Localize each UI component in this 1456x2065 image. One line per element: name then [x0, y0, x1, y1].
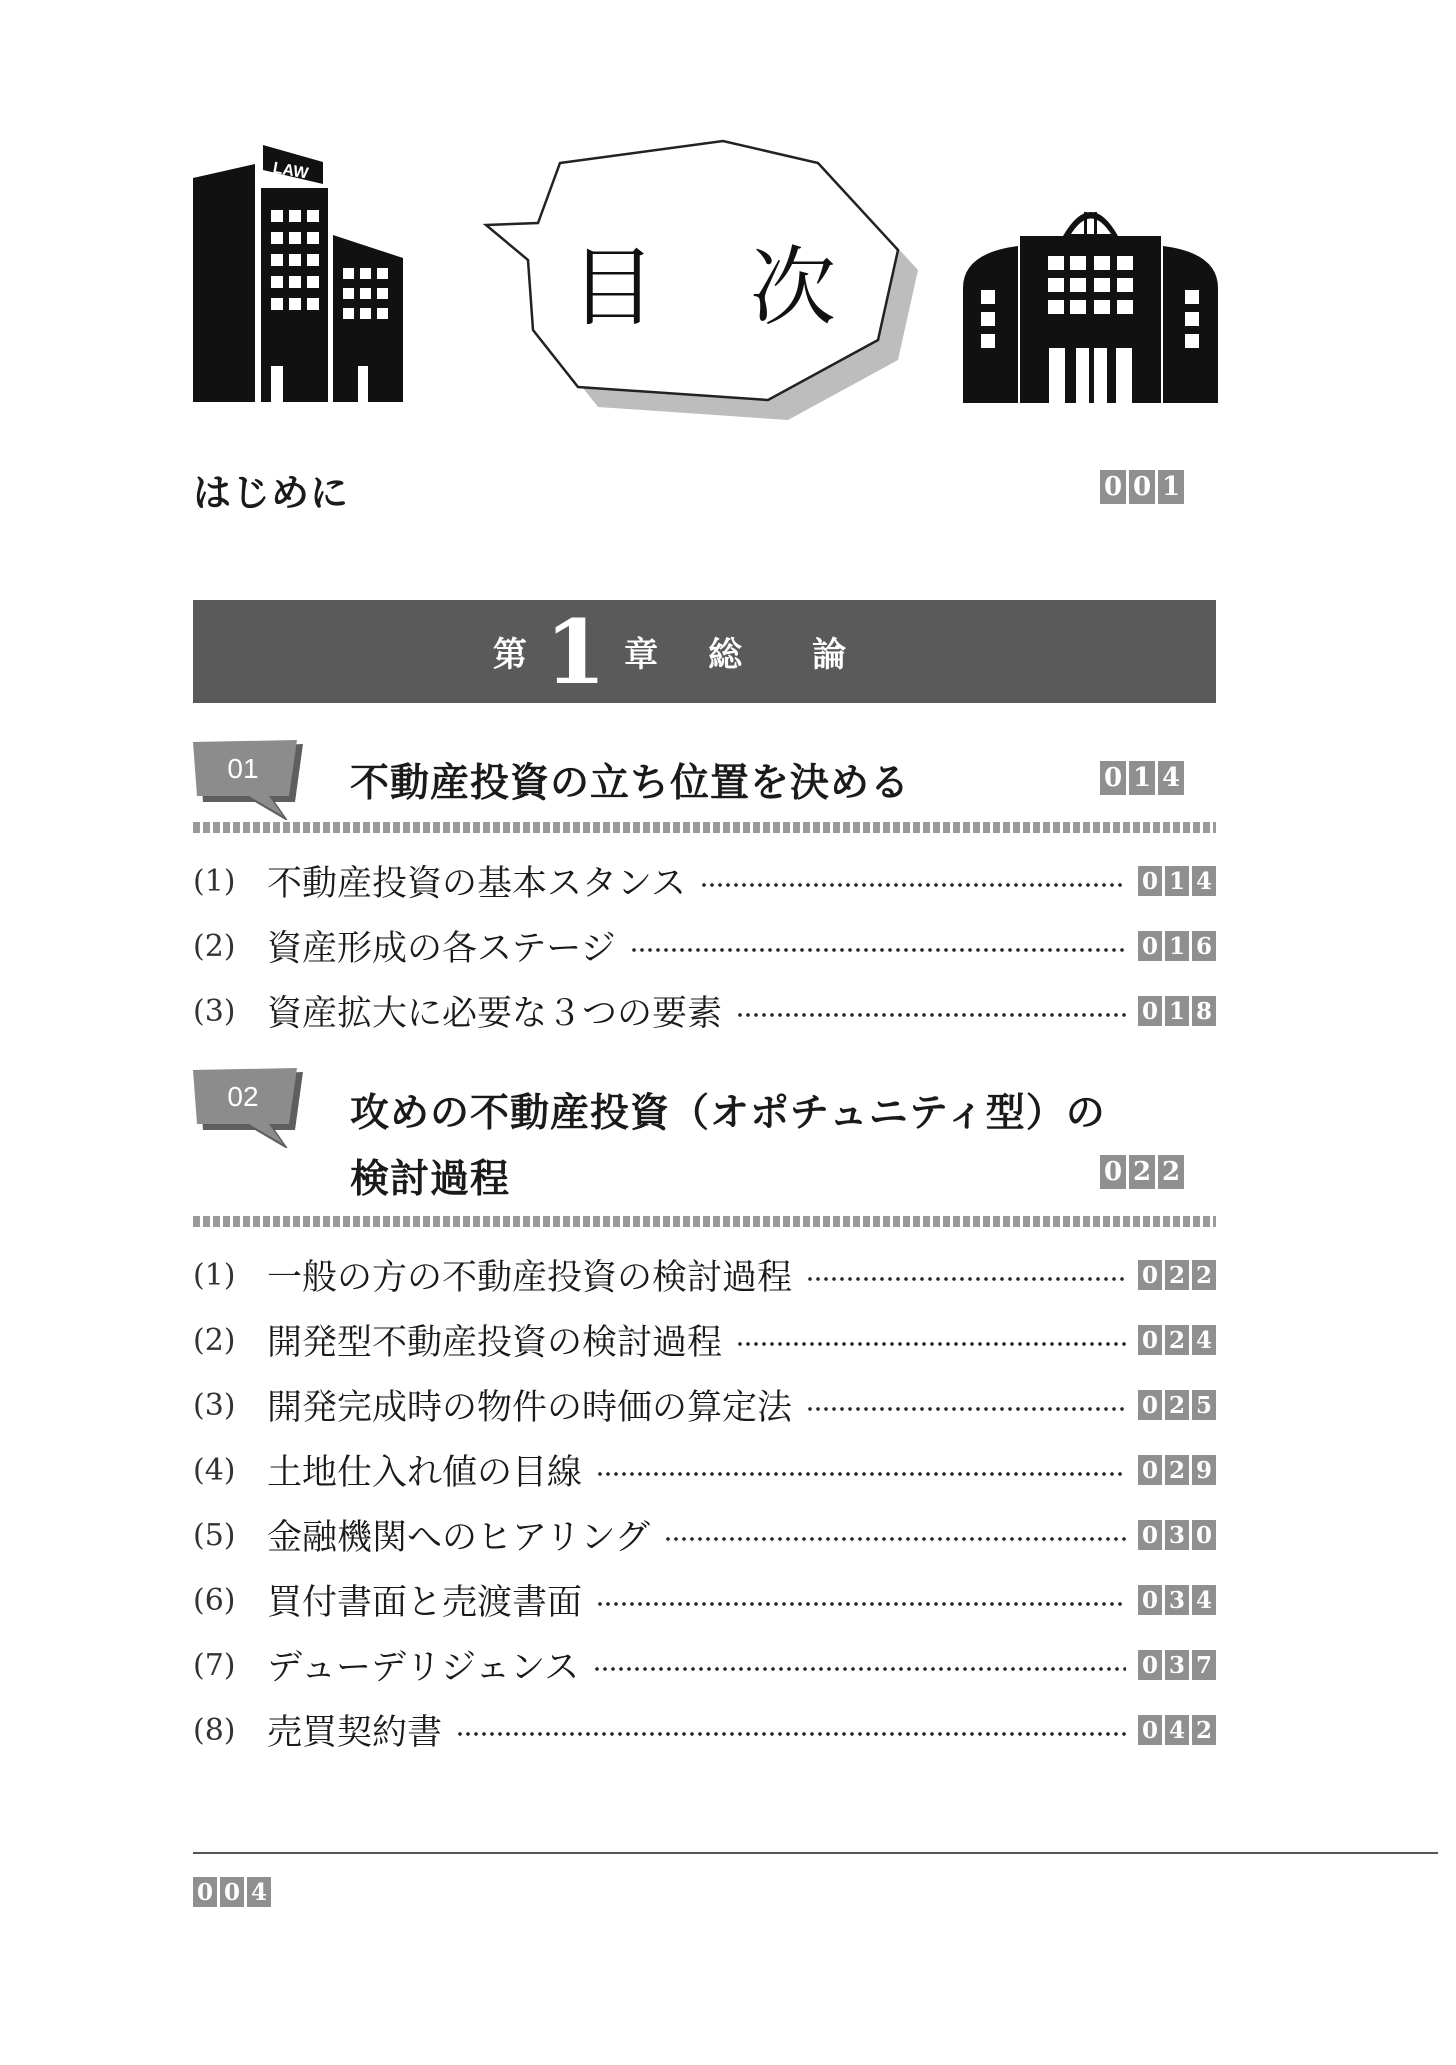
- dot-leader: [456, 1732, 1126, 1736]
- section-page-number: 0 2 2: [1100, 1155, 1184, 1189]
- intro-title[interactable]: はじめに: [193, 471, 350, 515]
- section-divider: [193, 822, 1216, 833]
- toc-item[interactable]: [193, 1250, 1216, 1300]
- section-title[interactable]: 攻めの不動産投資（オポチュニティ型）の: [350, 1091, 1106, 1136]
- toc-item[interactable]: [193, 1445, 1216, 1495]
- item-page-number: 0 2 9: [1138, 1455, 1216, 1485]
- section-badge-01: [193, 740, 303, 820]
- item-title: 開発完成時の物件の時価の算定法: [267, 1388, 793, 1428]
- item-page-number: 0 3 0: [1138, 1520, 1216, 1550]
- item-page-number: 0 3 7: [1138, 1650, 1216, 1680]
- dot-leader: [806, 1277, 1126, 1281]
- toc-item[interactable]: [193, 856, 1216, 906]
- page-title: 目 次: [570, 238, 840, 338]
- item-page-number: 0 2 5: [1138, 1390, 1216, 1420]
- chapter-label-pre: 第: [492, 635, 527, 675]
- toc-item[interactable]: [193, 1315, 1216, 1365]
- item-page-number: 0 1 6: [1138, 931, 1216, 961]
- item-page-number: 0 3 4: [1138, 1585, 1216, 1615]
- item-index: (3): [193, 1387, 236, 1423]
- dot-leader: [664, 1537, 1126, 1541]
- dot-leader: [806, 1407, 1126, 1411]
- item-index: (1): [193, 863, 236, 899]
- section-title[interactable]: 不動産投資の立ち位置を決める: [350, 761, 911, 806]
- item-title: 資産拡大に必要な３つの要素: [267, 994, 723, 1034]
- item-title: 一般の方の不動産投資の検討過程: [267, 1258, 793, 1298]
- item-title: 売買契約書: [267, 1713, 443, 1753]
- dot-leader: [596, 1472, 1126, 1476]
- intro-page-number: 0 0 1: [1100, 470, 1184, 504]
- item-index: (2): [193, 928, 236, 964]
- toc-item[interactable]: [193, 986, 1216, 1036]
- item-index: (8): [193, 1712, 236, 1748]
- toc-item[interactable]: [193, 1575, 1216, 1625]
- item-title: 開発型不動産投資の検討過程: [267, 1323, 723, 1363]
- chapter-number: 1: [544, 599, 607, 704]
- dot-leader: [736, 1013, 1126, 1017]
- item-index: (2): [193, 1322, 236, 1358]
- domed-building-icon: [963, 198, 1218, 403]
- item-page-number: 0 2 2: [1138, 1260, 1216, 1290]
- item-title: デューデリジェンス: [267, 1648, 580, 1688]
- dot-leader: [593, 1667, 1126, 1671]
- toc-item[interactable]: [193, 1510, 1216, 1560]
- item-title: 資産形成の各ステージ: [267, 929, 616, 969]
- dot-leader: [700, 883, 1126, 887]
- dot-leader: [596, 1602, 1126, 1606]
- toc-item[interactable]: [193, 921, 1216, 971]
- item-index: (1): [193, 1257, 236, 1293]
- section-title-line2[interactable]: 検討過程: [350, 1157, 511, 1202]
- section-divider: [193, 1216, 1216, 1227]
- item-title: 不動産投資の基本スタンス: [267, 864, 686, 904]
- toc-item[interactable]: [193, 1705, 1216, 1755]
- svg-text:01: 01: [227, 753, 259, 784]
- item-page-number: 0 2 4: [1138, 1325, 1216, 1355]
- item-page-number: 0 1 4: [1138, 866, 1216, 896]
- toc-item[interactable]: [193, 1380, 1216, 1430]
- item-title: 土地仕入れ値の目線: [267, 1453, 583, 1493]
- svg-text:02: 02: [227, 1081, 259, 1112]
- chapter-label-post: 章: [624, 635, 659, 675]
- chapter-heading[interactable]: [193, 600, 1216, 703]
- toc-item[interactable]: [193, 1640, 1216, 1690]
- item-index: (3): [193, 993, 236, 1029]
- item-page-number: 0 1 8: [1138, 996, 1216, 1026]
- item-index: (6): [193, 1582, 236, 1618]
- footer-rule: [193, 1852, 1438, 1854]
- chapter-name: 総論: [708, 635, 917, 675]
- item-title: 金融機関へのヒアリング: [267, 1518, 650, 1558]
- section-page-number: 0 1 4: [1100, 761, 1184, 795]
- section-badge-02: [193, 1068, 303, 1148]
- dot-leader: [630, 948, 1126, 952]
- item-index: (7): [193, 1647, 236, 1683]
- svg-text:LAW: LAW: [271, 159, 310, 183]
- item-index: (4): [193, 1452, 236, 1488]
- item-page-number: 0 4 2: [1138, 1715, 1216, 1745]
- dot-leader: [736, 1342, 1126, 1346]
- law-office-building-icon: [193, 140, 403, 402]
- item-index: (5): [193, 1517, 236, 1553]
- footer-page-number: 0 0 4: [193, 1877, 271, 1907]
- item-title: 買付書面と売渡書面: [267, 1583, 583, 1623]
